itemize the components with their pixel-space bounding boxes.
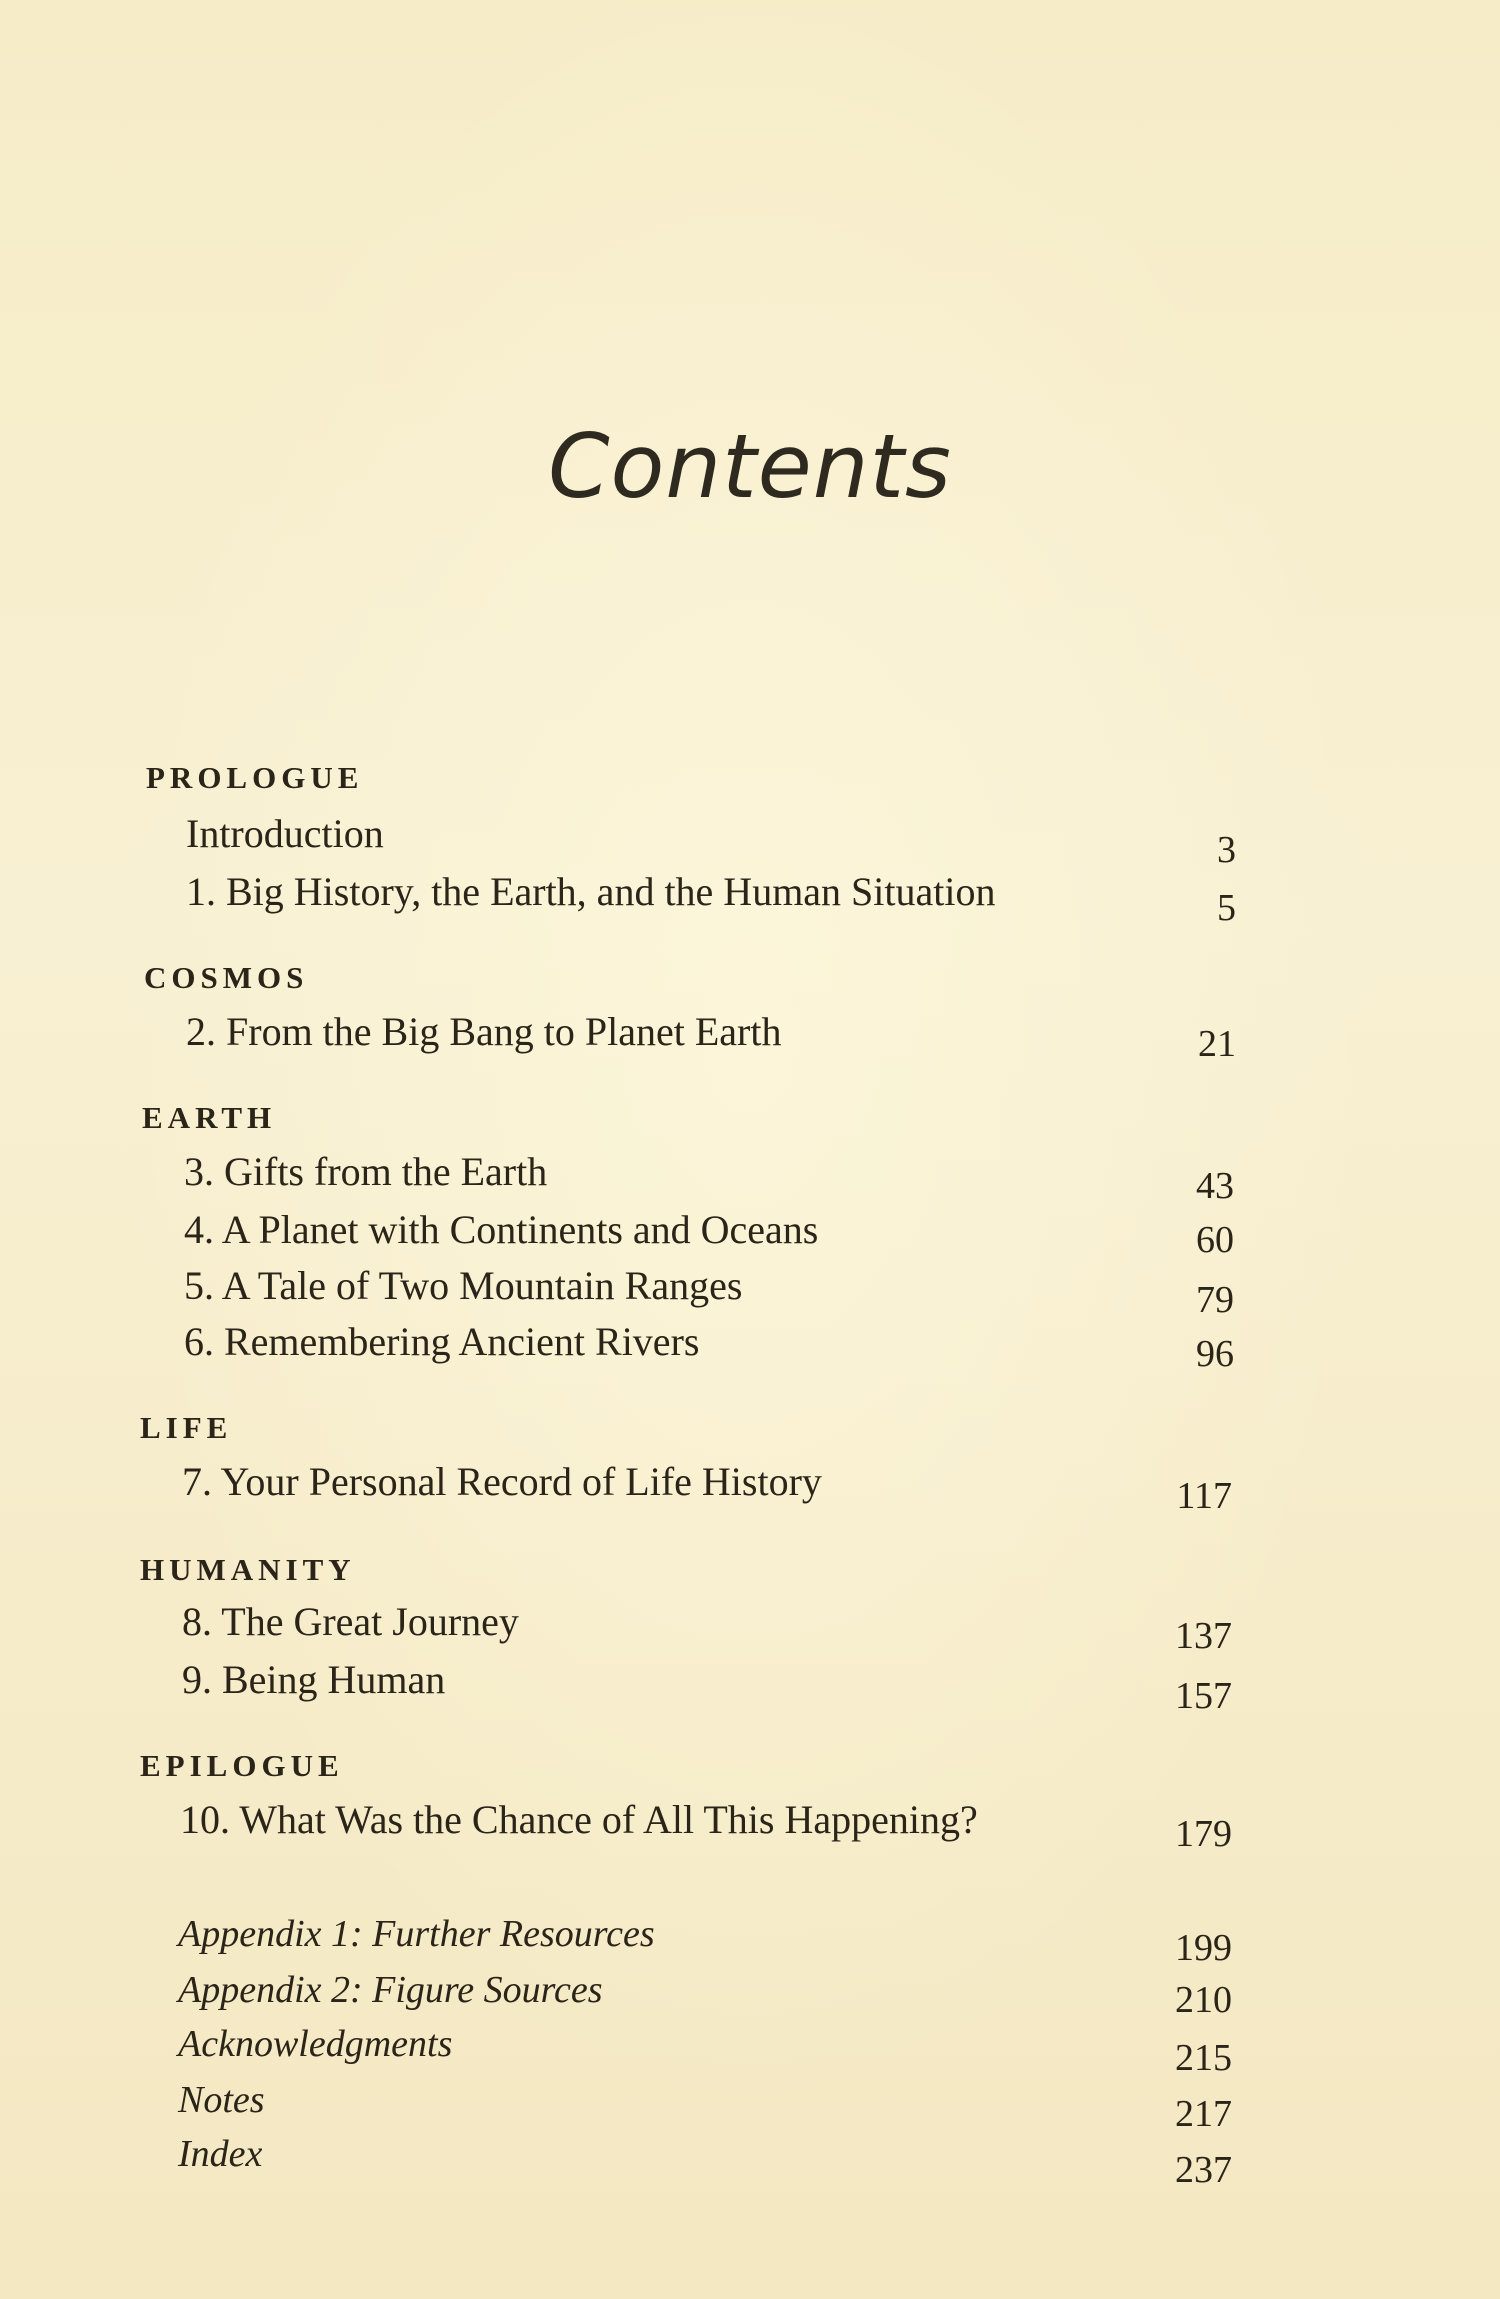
section-heading-epilogue: EPILOGUE <box>140 1748 344 1783</box>
toc-entry-chapter-5: 5. A Tale of Two Mountain Ranges <box>184 1263 743 1308</box>
toc-entry-appendix-2: Appendix 2: Figure Sources <box>178 1969 603 2011</box>
toc-page-index: 237 <box>1175 2149 1232 2191</box>
toc-page-chapter-3: 43 <box>1196 1165 1234 1207</box>
toc-entry-chapter-1: 1. Big History, the Earth, and the Human Situation <box>186 869 996 914</box>
toc-entry-chapter-3: 3. Gifts from the Earth <box>184 1149 548 1194</box>
section-heading-life: LIFE <box>140 1410 233 1445</box>
toc-entry-chapter-6: 6. Remembering Ancient Rivers <box>184 1319 700 1364</box>
toc-page-chapter-5: 79 <box>1196 1279 1234 1321</box>
toc-page-appendix-1: 199 <box>1175 1927 1232 1969</box>
toc-page-notes: 217 <box>1175 2093 1232 2135</box>
toc-entry-chapter-8: 8. The Great Journey <box>182 1599 519 1644</box>
toc-entry-chapter-7: 7. Your Personal Record of Life History <box>182 1459 822 1504</box>
toc-page-chapter-10: 179 <box>1175 1813 1232 1855</box>
section-heading-humanity: HUMANITY <box>140 1552 356 1587</box>
section-heading-prologue: PROLOGUE <box>146 760 364 795</box>
toc-page-chapter-7: 117 <box>1176 1475 1232 1517</box>
toc-page-acknowledgments: 215 <box>1175 2037 1232 2079</box>
toc-page-chapter-2: 21 <box>1198 1023 1236 1065</box>
toc-page-appendix-2: 210 <box>1175 1979 1232 2021</box>
toc-page-chapter-1: 5 <box>1217 887 1236 929</box>
toc-page-chapter-6: 96 <box>1196 1333 1234 1375</box>
toc-entry-chapter-10: 10. What Was the Chance of All This Happening? <box>180 1797 978 1842</box>
toc-page-introduction: 3 <box>1217 829 1236 871</box>
toc-entry-chapter-2: 2. From the Big Bang to Planet Earth <box>186 1009 782 1054</box>
page-title: Contents <box>548 415 952 518</box>
toc-entry-chapter-9: 9. Being Human <box>182 1657 446 1702</box>
toc-page-chapter-4: 60 <box>1196 1219 1234 1261</box>
toc-page-chapter-9: 157 <box>1175 1675 1232 1717</box>
toc-entry-notes: Notes <box>178 2079 265 2121</box>
section-heading-earth: EARTH <box>142 1100 277 1135</box>
toc-entry-chapter-4: 4. A Planet with Continents and Oceans <box>184 1207 819 1252</box>
toc-page-chapter-8: 137 <box>1175 1615 1232 1657</box>
section-heading-cosmos: COSMOS <box>144 960 309 995</box>
toc-entry-index: Index <box>178 2133 263 2175</box>
toc-entry-acknowledgments: Acknowledgments <box>178 2023 453 2065</box>
toc-entry-appendix-1: Appendix 1: Further Resources <box>178 1913 655 1955</box>
toc-entry-introduction: Introduction <box>186 811 384 856</box>
